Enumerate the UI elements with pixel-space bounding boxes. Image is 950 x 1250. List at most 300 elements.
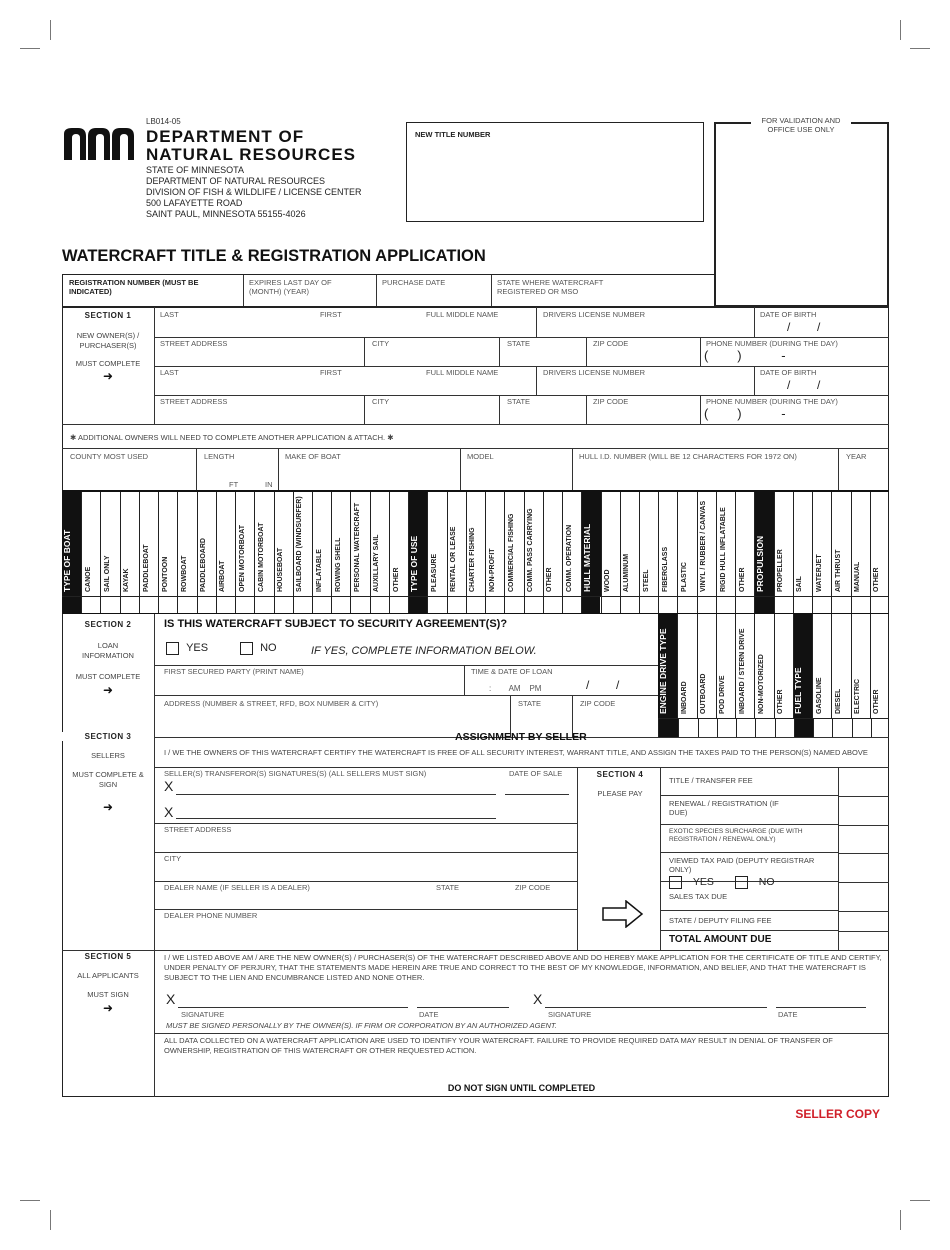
checkbox-cabin-motorboat[interactable] [254, 597, 273, 613]
option-col-non-motorized [754, 614, 774, 718]
checkbox-outboard[interactable] [698, 719, 717, 737]
state-registered-label[interactable]: STATE WHERE WATERCRAFT REGISTERED OR MSO [497, 278, 604, 296]
row-line [154, 823, 577, 824]
divider [464, 665, 465, 695]
column-label: TYPE OF BOAT [62, 529, 73, 592]
checkbox-plastic[interactable] [677, 597, 696, 613]
total-row[interactable] [661, 931, 838, 950]
column-label: PROPELLER [777, 549, 785, 592]
signature-label: SIGNATURE [181, 1010, 225, 1019]
section1-title: SECTION 1 [84, 311, 132, 320]
option-col-cabin-motorboat [254, 492, 274, 596]
section5-sub: ALL APPLICANTS [77, 971, 139, 980]
category-spacer [754, 597, 773, 613]
length-field[interactable]: LENGTH [204, 452, 235, 461]
applicant-statement: I / WE LISTED ABOVE AM / ARE THE NEW OWNER(S) / PURCHASER(S) OF THE WATERCRAFT DESCRIBED ABOVE AND DO HEREBY MAKE APPLICATION FOR THE CERTIFICATE OF TITLE AND CERTIFY, UNDER PENALTY OF PERJURY, THAT THE STATEMENTS MADE HEREIN ARE TRUE AND CORRECT TO THE BEST OF MY KNOWLEDGE, INFORMATION, AND BELIEF, AND THAT THE WATERCRAFT IS SUBJECT TO THE LIEN AND ENCUMBRANCE LISTED AND NONE OTHER. [164, 953, 882, 982]
checkbox-commercial-fishing[interactable] [504, 597, 523, 613]
column-label: OTHER [392, 567, 400, 592]
zip-field[interactable]: ZIP CODE [593, 339, 629, 348]
boat-attribute-grid [62, 492, 889, 596]
checkbox-other[interactable] [543, 597, 562, 613]
column-label: COMM. PASS CARRYING [527, 508, 535, 592]
checkbox-aluminum[interactable] [620, 597, 639, 613]
seller-city-field[interactable]: CITY [164, 854, 182, 863]
row-line [154, 665, 658, 666]
checkbox-personal-watercraft[interactable] [350, 597, 369, 613]
applicant-date-line-1[interactable] [417, 1007, 509, 1008]
section2-title: SECTION 2 [84, 620, 132, 629]
checkbox-charter-fishing[interactable] [466, 597, 485, 613]
column-label: POD DRIVE [719, 675, 727, 714]
row-line [154, 695, 658, 696]
signature-label: SIGNATURE [548, 1010, 592, 1019]
column-label: INBOARD / STERN DRIVE [738, 628, 746, 714]
option-col-fiberglass [658, 492, 678, 596]
option-col-personal-watercraft [350, 492, 370, 596]
filing-fee-label: STATE / DEPUTY FILING FEE [669, 916, 772, 925]
divider [491, 275, 492, 306]
crop-mark [900, 20, 901, 40]
checkbox-vinyl-rubber-canvas[interactable] [697, 597, 716, 613]
checkbox-other[interactable] [870, 597, 889, 613]
checkbox-paddleboard[interactable] [197, 597, 216, 613]
checkbox-non-motorized[interactable] [755, 719, 774, 737]
no-label: NO [260, 642, 277, 655]
checkbox-auxillary-sail[interactable] [370, 597, 389, 613]
loan-address-field[interactable]: ADDRESS (NUMBER & STREET, RFD, BOX NUMBER & CITY) [164, 699, 379, 708]
checkbox-pleasure[interactable] [427, 597, 446, 613]
category-spacer [408, 597, 427, 613]
option-col-other [543, 492, 563, 596]
dob-field-2[interactable]: DATE OF BIRTH [760, 368, 817, 377]
divider [364, 395, 365, 424]
reg-number-label: REGISTRATION NUMBER (MUST BE INDICATED) [69, 278, 199, 296]
column-label: OTHER [546, 567, 554, 592]
row-line [154, 881, 577, 882]
column-label: WOOD [604, 569, 612, 592]
form-id: LB014-05 [146, 117, 181, 126]
fee-amount-column [839, 767, 889, 950]
checkbox-sailboard-windsurfer[interactable] [293, 597, 312, 613]
checkbox-wood[interactable] [601, 597, 620, 613]
checkbox-waterjet[interactable] [812, 597, 831, 613]
section3-sub: SELLERS [91, 751, 125, 760]
option-col-aluminum [620, 492, 640, 596]
row-line [62, 448, 889, 449]
checkbox-inboard-stern-drive[interactable] [736, 719, 755, 737]
column-label: PLEASURE [431, 553, 439, 592]
option-col-comm-operation [562, 492, 582, 596]
divider [460, 448, 461, 490]
row-line [839, 796, 889, 797]
filing-fee-row[interactable] [661, 911, 838, 931]
divider [243, 275, 244, 306]
boat-checkbox-row [62, 596, 889, 614]
column-label: FIBERGLASS [661, 546, 669, 592]
state-field[interactable]: STATE [507, 339, 531, 348]
applicant-signature-line-1[interactable] [178, 1007, 408, 1008]
dealer-name-field[interactable]: DEALER NAME (IF SELLER IS A DEALER) [164, 883, 310, 892]
divider [838, 448, 839, 490]
checkbox-electric[interactable] [852, 719, 871, 737]
copy-label: SELLER COPY [795, 1107, 880, 1121]
middle-name-field[interactable]: FULL MIDDLE NAME [426, 310, 499, 319]
checkbox-sail-only[interactable] [100, 597, 119, 613]
last-name-field[interactable]: LAST [160, 310, 179, 319]
column-label: HOUSEBOAT [277, 547, 285, 592]
org-name-line2: NATURAL RESOURCES [146, 145, 356, 164]
option-col-propeller [774, 492, 794, 596]
top-row [62, 274, 715, 307]
dealer-state-field[interactable]: STATE [436, 883, 460, 892]
section2-must: MUST COMPLETE [75, 672, 141, 681]
new-title-number-box[interactable] [406, 122, 704, 222]
crop-mark [50, 20, 51, 40]
divider [278, 448, 279, 490]
crop-mark [20, 48, 40, 49]
signature-x: X [166, 991, 176, 1007]
address-line: DIVISION OF FISH & WILDLIFE / LICENSE CENTER [146, 187, 362, 197]
category-header-fuel-type [793, 614, 813, 718]
option-col-sail [793, 492, 813, 596]
address-line: STATE OF MINNESOTA [146, 165, 245, 175]
row-line [839, 882, 889, 883]
dob-field[interactable]: DATE OF BIRTH [760, 310, 817, 319]
signature-x: X [164, 778, 174, 794]
option-col-paddleboard [197, 492, 217, 596]
signature-x: X [164, 804, 174, 820]
option-col-airboat [216, 492, 236, 596]
loan-zip-field[interactable]: ZIP CODE [580, 699, 616, 708]
asterisk-icon: ✱ [387, 433, 394, 442]
section1-sub: NEW OWNER(S) / PURCHASER(S) [76, 331, 140, 350]
option-col-electric [851, 614, 871, 718]
option-col-other [774, 614, 794, 718]
column-label: TYPE OF USE [408, 535, 419, 592]
seller-signature-line-2[interactable] [176, 818, 496, 819]
seller-signature-line-1[interactable] [176, 794, 496, 795]
crop-mark [20, 1200, 40, 1201]
no-checkbox[interactable] [240, 642, 253, 655]
option-col-air-thrust [831, 492, 851, 596]
section3-must: MUST COMPLETE & SIGN [72, 770, 144, 789]
checkbox-rowboat[interactable] [177, 597, 196, 613]
category-header-hull-material [581, 492, 601, 596]
option-col-other [870, 614, 889, 718]
column-label: CANOE [84, 566, 92, 592]
checkbox-houseboat[interactable] [274, 597, 293, 613]
column-label: WATERJET [815, 554, 823, 592]
option-col-rowboat [177, 492, 197, 596]
engine-fuel-grid [658, 614, 889, 718]
validation-box [714, 116, 889, 307]
checkbox-propeller[interactable] [774, 597, 793, 613]
mn-logo-icon [62, 126, 136, 167]
column-label: CABIN MOTORBOAT [257, 522, 265, 592]
street-address-field-2[interactable]: STREET ADDRESS [160, 397, 228, 406]
checkbox-fiberglass[interactable] [658, 597, 677, 613]
year-field[interactable]: YEAR [846, 452, 867, 461]
option-col-canoe [81, 492, 101, 596]
crop-mark [50, 1210, 51, 1230]
asterisk-icon: ✱ [70, 433, 77, 442]
column-label: HULL MATERIAL [581, 523, 592, 592]
do-not-sign-note: DO NOT SIGN UNTIL COMPLETED [447, 1083, 596, 1093]
arrow-right-icon: ➜ [102, 1001, 114, 1015]
dealer-zip-field[interactable]: ZIP CODE [515, 883, 551, 892]
dob-slashes-2: / / [787, 378, 821, 392]
column-label: ROWBOAT [181, 555, 188, 592]
divider [700, 395, 701, 424]
viewed-tax-row [661, 853, 838, 889]
option-col-pontoon [158, 492, 178, 596]
divider [572, 448, 573, 490]
column-label: OPEN MOTORBOAT [238, 524, 246, 592]
must-sign-personally-note: MUST BE SIGNED PERSONALLY BY THE OWNER(S). IF FIRM OR CORPORATION BY AN AUTHORIZED AGENT. [166, 1021, 557, 1030]
row-line [154, 1033, 889, 1034]
row-line [839, 825, 889, 826]
option-col-waterjet [812, 492, 832, 596]
drivers-license-field-2[interactable]: DRIVERS LICENSE NUMBER [543, 368, 646, 377]
seller-signature-label: SELLER(S) TRANSFEROR(S) SIGNATURES(S) (ALL SELLERS MUST SIGN) [164, 769, 427, 778]
checkbox-other[interactable] [735, 597, 754, 613]
yes-checkbox[interactable] [166, 642, 179, 655]
option-col-kayak [120, 492, 140, 596]
column-label: NON-MOTORIZED [757, 654, 765, 714]
drivers-license-field[interactable]: DRIVERS LICENSE NUMBER [543, 310, 646, 319]
title-fee-label: TITLE / TRANSFER FEE [669, 776, 753, 785]
section1-must: MUST COMPLETE [75, 359, 141, 368]
section5-must: MUST SIGN [87, 990, 129, 999]
option-col-rigid-hull-inflatable [716, 492, 736, 596]
checkbox-gasoline[interactable] [813, 719, 832, 737]
column-label: NON-PROFIT [488, 548, 496, 592]
new-title-number-label: NEW TITLE NUMBER [415, 130, 491, 139]
checkbox-non-profit[interactable] [485, 597, 504, 613]
checkbox-rental-or-lease[interactable] [447, 597, 466, 613]
city-field[interactable]: CITY [372, 339, 390, 348]
loan-state-field[interactable]: STATE [518, 699, 542, 708]
last-name-field-2[interactable]: LAST [160, 368, 179, 377]
row-line [839, 931, 889, 932]
state-field-2[interactable]: STATE [507, 397, 531, 406]
crop-mark [900, 1210, 901, 1230]
address-line: DEPARTMENT OF NATURAL RESOURCES [146, 176, 326, 186]
checkbox-inboard[interactable] [678, 719, 697, 737]
checkbox-other[interactable] [871, 719, 890, 737]
county-field[interactable]: COUNTY MOST USED [70, 452, 149, 461]
sales-tax-label: SALES TAX DUE [669, 892, 728, 901]
option-col-houseboat [274, 492, 294, 596]
first-secured-party-field[interactable]: FIRST SECURED PARTY (PRINT NAME) [164, 667, 304, 676]
divider [499, 395, 500, 424]
hull-id-field[interactable]: HULL I.D. NUMBER (WILL BE 12 CHARACTERS FOR 1972 ON) [579, 452, 797, 461]
divider [376, 275, 377, 306]
viewed-no-label: NO [758, 876, 775, 889]
column-label: AIR THRUST [834, 549, 842, 592]
checkbox-canoe[interactable] [81, 597, 100, 613]
sales-tax-row[interactable] [661, 882, 838, 911]
option-col-sail-only [100, 492, 120, 596]
checkbox-other[interactable] [389, 597, 408, 613]
option-col-rowing-shell [331, 492, 351, 596]
seller-street-field[interactable]: STREET ADDRESS [164, 825, 232, 834]
additional-owners-note [70, 433, 394, 442]
expires-label[interactable]: EXPIRES LAST DAY OF (MONTH) (YEAR) [249, 278, 332, 296]
date-label: DATE [778, 1010, 798, 1019]
phone-field[interactable]: PHONE NUMBER (DURING THE DAY) [706, 339, 838, 348]
title-fee-row[interactable] [661, 767, 838, 796]
purchase-date-label[interactable]: PURCHASE DATE [382, 278, 446, 287]
column-label: ENGINE DRIVE TYPE [658, 628, 669, 714]
first-name-field-2[interactable]: FIRST [320, 368, 342, 377]
pay-arrow-icon [602, 900, 644, 933]
column-label: OTHER [872, 689, 880, 714]
column-label: DIESEL [834, 688, 842, 714]
dealer-phone-field[interactable]: DEALER PHONE NUMBER [164, 911, 258, 920]
checkbox-inflatable[interactable] [312, 597, 331, 613]
arrow-right-icon: ➜ [102, 800, 114, 814]
security-yes-option[interactable] [166, 642, 208, 655]
option-col-sailboard-windsurfer [293, 492, 313, 596]
column-label: RENTAL OR LEASE [450, 526, 458, 592]
checkbox-comm-operation[interactable] [562, 597, 581, 613]
row-line [154, 909, 577, 910]
column-label: AUXILLARY SAIL [373, 534, 381, 592]
checkbox-diesel[interactable] [832, 719, 851, 737]
row-line [154, 395, 889, 396]
column-label: OTHER [738, 567, 746, 592]
column-label: GASOLINE [815, 677, 823, 714]
security-no-option[interactable] [240, 642, 277, 655]
column-label: PLASTIC [681, 562, 689, 592]
city-field-2[interactable]: CITY [372, 397, 390, 406]
divider [577, 767, 578, 950]
dob-slashes: / / [787, 320, 821, 334]
applicant-signature-line-2[interactable] [545, 1007, 767, 1008]
column-label: INFLATABLE [315, 549, 323, 592]
checkbox-paddleboat[interactable] [139, 597, 158, 613]
checkbox-kayak[interactable] [120, 597, 139, 613]
column-label: COMMERCIAL FISHING [507, 513, 515, 592]
make-field[interactable]: MAKE OF BOAT [285, 452, 341, 461]
option-col-vinyl-rubber-canvas [697, 492, 717, 596]
address-block [146, 165, 362, 220]
viewed-yes-label: YES [692, 876, 714, 889]
option-col-other [870, 492, 889, 596]
renewal-label: RENEWAL / REGISTRATION (IF DUE) [669, 799, 779, 817]
column-label: ELECTRIC [854, 679, 862, 714]
category-header-propulsion [754, 492, 774, 596]
crop-mark [910, 1200, 930, 1201]
category-spacer [659, 719, 678, 737]
yes-label: YES [186, 642, 209, 655]
engine-checkbox-row [658, 718, 889, 737]
option-col-pod-drive [716, 614, 736, 718]
option-col-gasoline [812, 614, 832, 718]
checkbox-steel[interactable] [639, 597, 658, 613]
date-of-sale-label: DATE OF SALE [509, 769, 563, 778]
option-col-rental-or-lease [447, 492, 467, 596]
category-spacer [794, 719, 813, 737]
column-label: PADDLEBOAT [142, 544, 150, 592]
option-col-non-profit [485, 492, 505, 596]
checkbox-sail[interactable] [793, 597, 812, 613]
category-spacer [62, 597, 81, 613]
column-label: SAIL ONLY [104, 555, 112, 592]
section4-title: SECTION 4 [596, 770, 644, 779]
column-label: SAIL [796, 576, 804, 592]
column-label: COMM. OPERATION [565, 524, 573, 592]
option-col-plastic [677, 492, 697, 596]
option-col-open-motorboat [235, 492, 255, 596]
column-label: OTHER [872, 567, 880, 592]
column-label: RIGID HULL INFLATABLE [719, 507, 727, 592]
security-question: IS THIS WATERCRAFT SUBJECT TO SECURITY AGREEMENT(S)? [164, 618, 508, 630]
time-date-loan-field[interactable]: TIME & DATE OF LOAN [471, 667, 553, 676]
column-label: AIRBOAT [219, 560, 227, 592]
checkbox-manual[interactable] [851, 597, 870, 613]
divider [700, 337, 701, 366]
column-label: OUTBOARD [700, 673, 708, 714]
checkbox-pontoon[interactable] [158, 597, 177, 613]
street-address-field[interactable]: STREET ADDRESS [160, 339, 228, 348]
section-divider [154, 614, 155, 1097]
loan-date-format: / / [586, 678, 620, 692]
column-label: INBOARD [680, 681, 688, 714]
option-col-steel [639, 492, 659, 596]
row-line [839, 911, 889, 912]
additional-owners-text: ADDITIONAL OWNERS WILL NEED TO COMPLETE ANOTHER APPLICATION & ATTACH. [77, 433, 386, 442]
option-col-manual [851, 492, 871, 596]
category-spacer [581, 597, 600, 613]
checkbox-pod-drive[interactable] [717, 719, 736, 737]
checkbox-open-motorboat[interactable] [235, 597, 254, 613]
category-header-engine-drive-type [658, 614, 678, 718]
model-field[interactable]: MODEL [467, 452, 494, 461]
zip-field-2[interactable]: ZIP CODE [593, 397, 629, 406]
section3-title: SECTION 3 [62, 732, 154, 741]
date-label: DATE [419, 1010, 439, 1019]
option-col-inboard-stern-drive [735, 614, 755, 718]
assignment-heading: ASSIGNMENT BY SELLER [455, 731, 587, 743]
row-line [839, 853, 889, 854]
checkbox-rigid-hull-inflatable[interactable] [716, 597, 735, 613]
column-label: STEEL [642, 569, 650, 592]
length-in: IN [265, 480, 273, 489]
column-label: VINYL / RUBBER / CANVAS [700, 500, 708, 592]
checkbox-other[interactable] [775, 719, 794, 737]
row-line [62, 424, 889, 425]
address-line: 500 LAFAYETTE ROAD [146, 198, 243, 208]
exotic-row[interactable] [661, 825, 838, 853]
option-col-other [389, 492, 409, 596]
phone-field-2[interactable]: PHONE NUMBER (DURING THE DAY) [706, 397, 838, 406]
checkbox-airboat[interactable] [216, 597, 235, 613]
data-collection-notice: ALL DATA COLLECTED ON A WATERCRAFT APPLICATION ARE USED TO IDENTIFY YOUR WATERCRAFT. FAILURE TO PROVIDE REQUIRED DATA MAY RESULT IN DENIAL OF TRANSFER OF OWNERSHIP, REGISTRATION OF THIS WATERCRAFT OR OTHER REQUESTED ACTION. [164, 1036, 833, 1055]
middle-name-field-2[interactable]: FULL MIDDLE NAME [426, 368, 499, 377]
first-name-field[interactable]: FIRST [320, 310, 342, 319]
date-of-sale-line[interactable] [505, 794, 569, 795]
checkbox-rowing-shell[interactable] [331, 597, 350, 613]
checkbox-air-thrust[interactable] [831, 597, 850, 613]
option-col-comm-pass-carrying [524, 492, 544, 596]
applicant-date-line-2[interactable] [776, 1007, 866, 1008]
phone-format: ( ) - [704, 348, 786, 363]
renewal-row[interactable] [661, 796, 838, 825]
category-header-type-of-boat [62, 492, 82, 596]
checkbox-comm-pass-carrying[interactable] [524, 597, 543, 613]
